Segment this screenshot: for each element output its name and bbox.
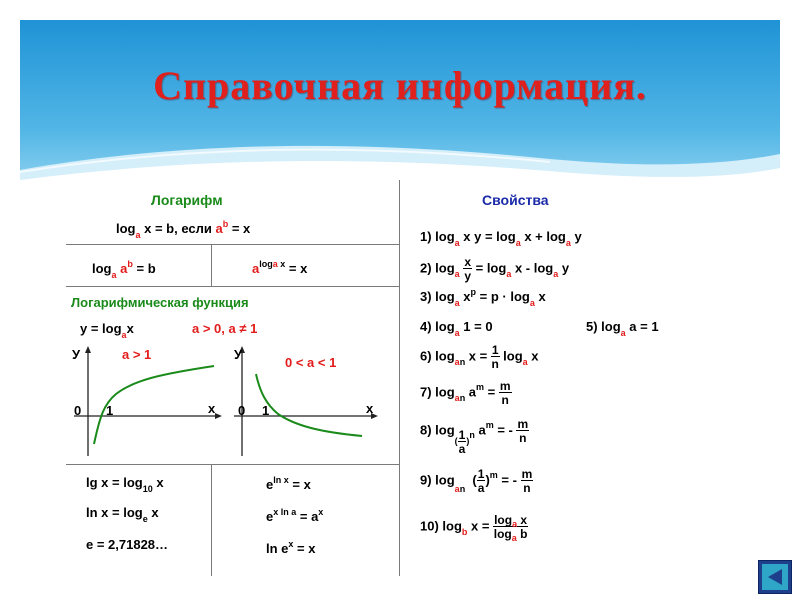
- graph2-zero: 0: [238, 403, 246, 418]
- property-7: 7) $\log_{an} a^m$ = $\frac{m}{n}$: [420, 379, 511, 407]
- property-4: 4) $\log_a 1 = 0$: [420, 319, 493, 338]
- property-6: 6) $\log_{an} x$ = $\frac{1}{n}$ $\log_a x$: [420, 343, 539, 371]
- log-function-condition: a > 0, a ≠ 1: [192, 321, 258, 336]
- e-constant: e = 2,71828…: [86, 537, 169, 552]
- ln-definition: $\ln x = \log_e x$: [86, 505, 159, 524]
- graph1-zero: 0: [74, 403, 82, 418]
- logarithm-definition: $\log_a x = b$, если $a^b = x$: [116, 219, 251, 240]
- log-function-heading: Логарифмическая функция: [71, 295, 249, 310]
- property-9: 9) $\log_{an}$ ( $\frac{1}{a}$ )$^m$ = - $\frac{m}{n}$: [420, 467, 533, 495]
- triangle-left-icon: [762, 564, 788, 590]
- exp-x-ln-a-identity: $e^{x ln a} = a^x$: [266, 507, 324, 524]
- ln-exp-identity: $\ln e^x = x$: [266, 539, 316, 556]
- logarithm-heading: Логарифм: [151, 192, 223, 208]
- property-5: 5) $\log_a a = 1$: [586, 319, 659, 338]
- properties-heading: Свойства: [482, 192, 549, 208]
- graph2-one: 1: [262, 403, 270, 418]
- identity-a-power-log: $a^{loga x} = x$: [252, 259, 308, 276]
- property-1: 1) $\log_a x$ $y = \log_a x + \log_a y$: [420, 229, 582, 248]
- graph2-y-label: У: [234, 347, 243, 362]
- property-8: 8) $\log_{( \frac{1}{a} )n} a^m$ = - $\frac{m}{n}$: [420, 417, 529, 457]
- log-curve-decreasing: [256, 374, 362, 436]
- exp-ln-identity: $e^{ln x} = x$: [266, 475, 311, 492]
- y-axis-arrow: [85, 346, 91, 353]
- slide-title: Справочная информация.: [153, 63, 647, 108]
- divider-v-cell: [211, 244, 212, 286]
- graph1-y-label: У: [72, 347, 81, 362]
- property-10: 10) $\log_b x$ = $\frac{\log_a x}{\log_a b}$: [420, 513, 528, 543]
- lg-definition: $\lg x = \log_{10} x$: [86, 475, 164, 494]
- graph2-condition: 0 < a < 1: [285, 355, 337, 370]
- reference-table: [66, 180, 712, 576]
- divider-v-bottom: [211, 464, 212, 576]
- divider-h-3: [66, 464, 399, 465]
- identity-log-a-power: $\log_a a^b = b$: [92, 259, 156, 280]
- divider-h-1: [66, 244, 399, 245]
- return-nav-button[interactable]: [758, 560, 792, 594]
- x-axis-arrow: [215, 413, 222, 419]
- divider-h-2: [66, 286, 399, 287]
- graph1-condition: a > 1: [122, 347, 152, 362]
- log-function-definition: $y = \log_ax$: [80, 321, 134, 340]
- property-3: 3) $\log_a x^p = p \cdot \log_a x$: [420, 287, 546, 308]
- property-2: 2) $\log_a$ $\frac{x}{y}$ = $\log_a x - \log_a y$: [420, 255, 570, 283]
- divider-vertical-main: [399, 180, 400, 576]
- graph1-one: 1: [106, 403, 114, 418]
- graph1-x-label: x: [208, 401, 216, 416]
- graph2-x-label: x: [366, 401, 374, 416]
